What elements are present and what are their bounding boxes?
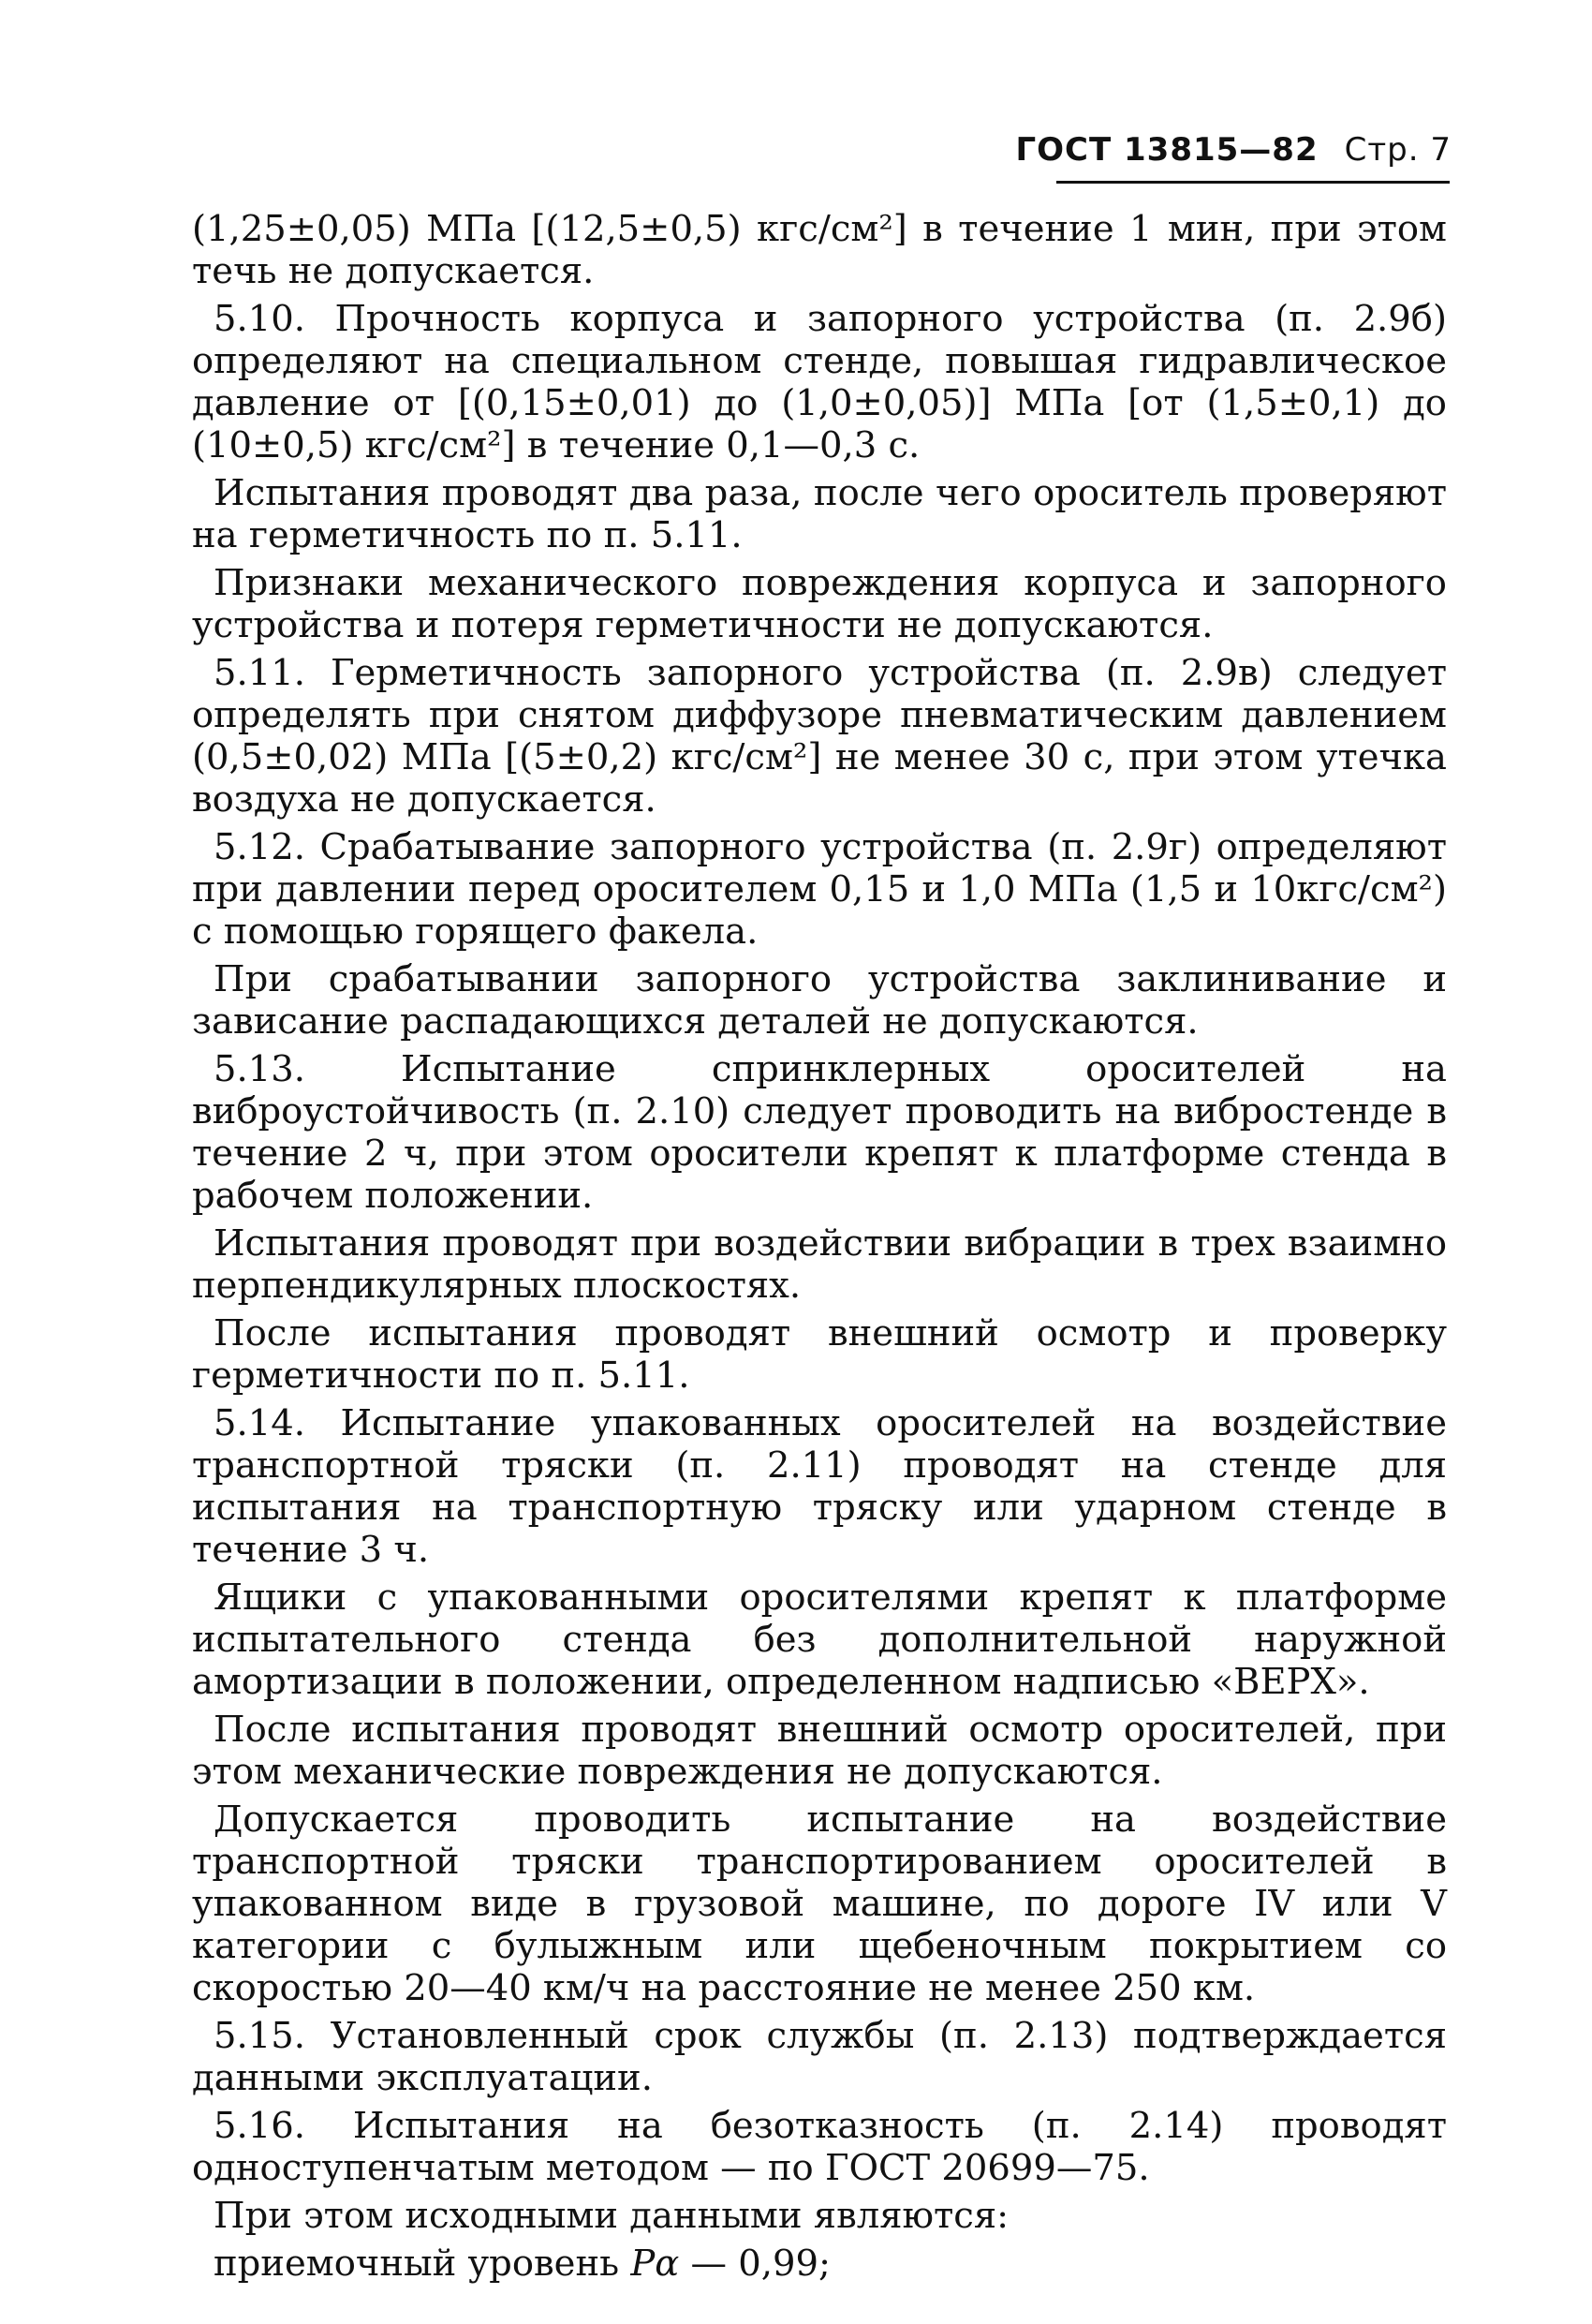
paragraph: Допускается проводить испытание на воздействие транспортной тряски транспортированием оросителей в упакованном виде в грузовой машине, по дороге IV или V категории с булыжным или щебеночным покрытием со скоростью 20—40 км/ч на расстояние не менее 250 км. (192, 1799, 1447, 2009)
paragraph-5-15: 5.15. Установленный срок службы (п. 2.13) подтверждается данными эксплуатации. (192, 2015, 1447, 2099)
standard-code: ГОСТ 13815—82 (1015, 131, 1319, 169)
paragraph-5-14: 5.14. Испытание упакованных оросителей на воздействие транспортной тряски (п. 2.11) проводят на стенде для испытания на транспортную тряску или ударном стенде в течение 3 ч. (192, 1402, 1447, 1571)
page-header (927, 131, 1452, 169)
paragraph: Признаки механического повреждения корпуса и запорного устройства и потеря герметичности не допускаются. (192, 562, 1447, 646)
paragraph-5-11: 5.11. Герметичность запорного устройства (п. 2.9в) следует определять при снятом диффузоре пневматическим давлением (0,5±0,02) МПа [(5±0,2) кгс/см²] не менее 30 с, при этом утечка воздуха не допускается. (192, 652, 1447, 821)
paragraph: (1,25±0,05) МПа [(12,5±0,5) кгс/см²] в течение 1 мин, при этом течь не допускается. (192, 208, 1447, 292)
paragraph: При срабатывании запорного устройства заклинивание и зависание распадающихся деталей не допускаются. (192, 958, 1447, 1043)
paragraph: После испытания проводят внешний осмотр оросителей, при этом механические повреждения не допускаются. (192, 1709, 1447, 1793)
paragraph: После испытания проводят внешний осмотр и проверку герметичности по п. 5.11. (192, 1312, 1447, 1397)
acceptance-level-value: — 0,99; (690, 2243, 831, 2285)
header-rule (1056, 181, 1450, 184)
paragraph: При этом исходными данными являются: (214, 2195, 1010, 2237)
acceptance-level-line (192, 2243, 1447, 2285)
paragraph-5-13: 5.13. Испытание спринклерных оросителей на виброустойчивость (п. 2.10) следует проводить на вибростенде в течение 2 ч, при этом оросители крепят к платформе стенда в рабочем положении. (192, 1048, 1447, 1217)
paragraph-5-16: 5.16. Испытания на безотказность (п. 2.14) проводят одноступенчатым методом — по ГОСТ 20699—75. (192, 2105, 1447, 2189)
paragraph: Испытания проводят два раза, после чего ороситель проверяют на герметичность по п. 5.11. (192, 472, 1447, 556)
page-number: Стр. 7 (1344, 131, 1452, 169)
paragraph: Ящики с упакованными оросителями крепят к платформе испытательного стенда без дополнительной наружной амортизации в положении, определенном надписью «ВЕРХ». (192, 1576, 1447, 1703)
acceptance-level-symbol: Pα (630, 2243, 680, 2285)
paragraph-5-10: 5.10. Прочность корпуса и запорного устройства (п. 2.9б) определяют на специальном стенде, повышая гидравлическое давление от [(0,15±0,01) до (1,0±0,05)] МПа [от (1,5±0,1) до (10±0,5) кгс/см²] в течение 0,1—0,3 с. (192, 298, 1447, 466)
paragraph-5-12: 5.12. Срабатывание запорного устройства (п. 2.9г) определяют при давлении перед оросителем 0,15 и 1,0 МПа (1,5 и 10кгс/см²) с помощью горящего факела. (192, 826, 1447, 953)
body-text (192, 208, 1447, 2290)
paragraph: Испытания проводят при воздействии вибрации в трех взаимно перпендикулярных плоскостях. (192, 1222, 1447, 1307)
acceptance-level-label: приемочный уровень (214, 2243, 620, 2285)
